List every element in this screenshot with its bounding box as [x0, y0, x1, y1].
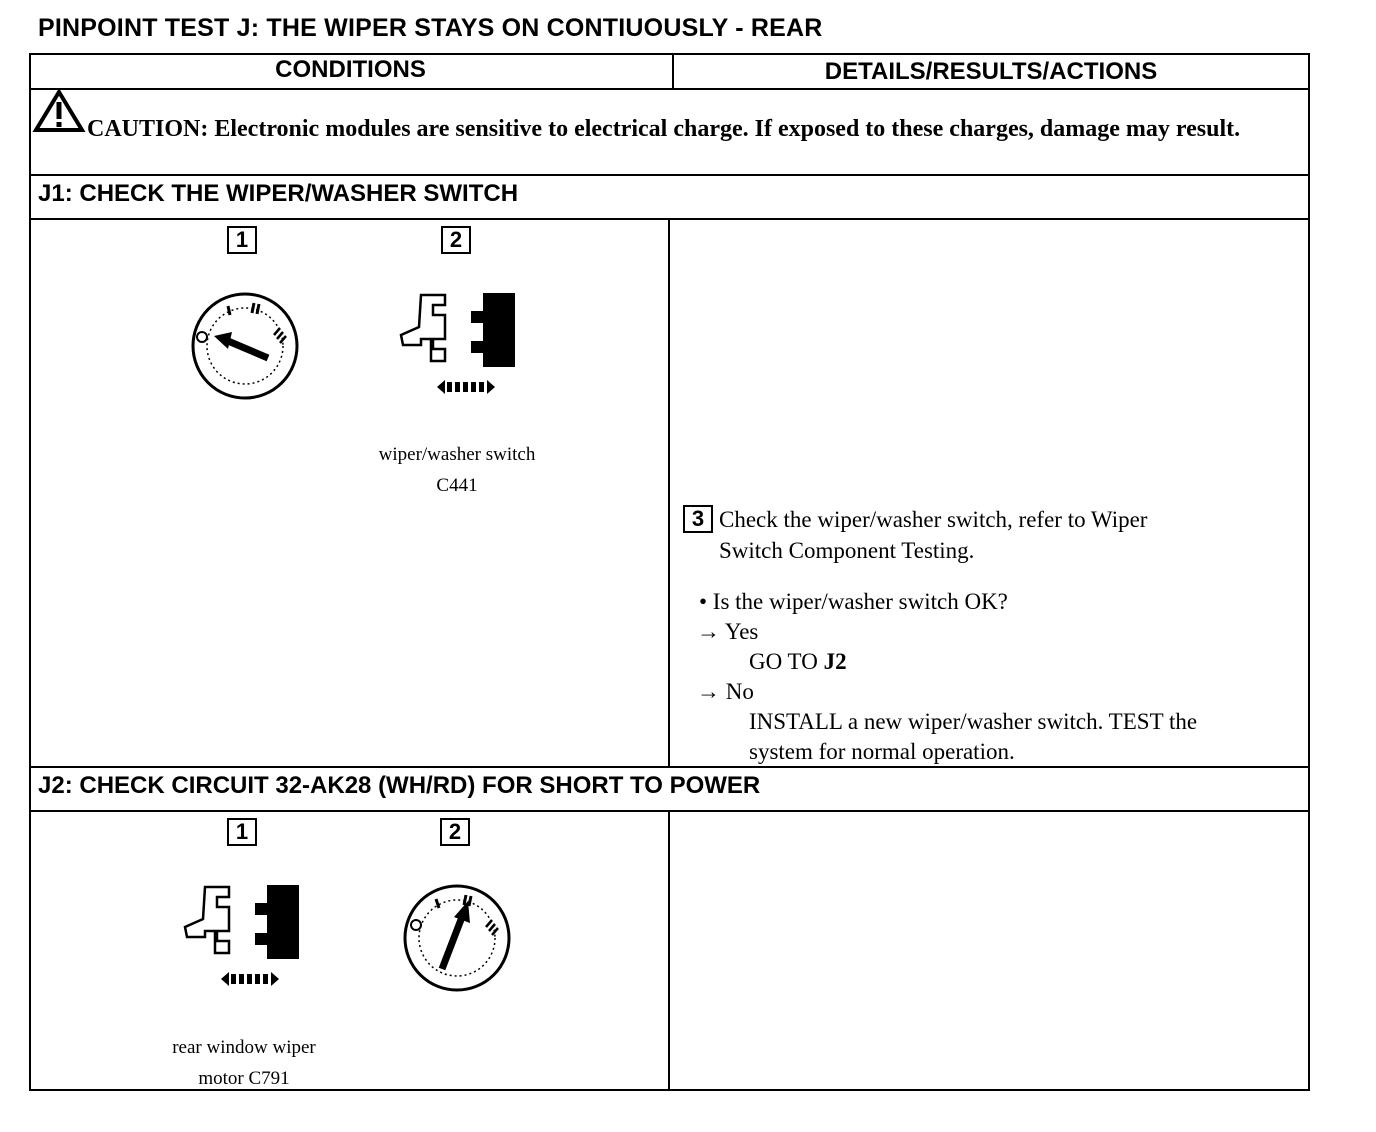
- j2-caption-line-2: motor C791: [198, 1068, 290, 1089]
- warning-triangle-icon: [33, 89, 85, 133]
- j2-section-title: J2: CHECK CIRCUIT 32-AK28 (WH/RD) FOR SHORT TO POWER: [38, 772, 761, 799]
- connector-disconnect-icon: [397, 291, 519, 403]
- ignition-switch-on-icon: [402, 883, 512, 993]
- j1-caption: [327, 439, 587, 501]
- conditions-header: CONDITIONS: [275, 56, 426, 83]
- caution-label: CAUTION:: [87, 116, 209, 142]
- j1-yes-label: → Yes: [697, 619, 759, 644]
- table-border-right: [1308, 53, 1310, 1091]
- j1-instruction-line-2: Switch Component Testing.: [719, 538, 975, 563]
- j1-caption-line-1: wiper/washer switch: [378, 444, 536, 465]
- pinpoint-test-table: [29, 53, 1310, 1091]
- caution-divider: [29, 174, 1310, 176]
- j2-caption-line-1: rear window wiper: [172, 1037, 316, 1058]
- j1-instruction-line-1: Check the wiper/washer switch, refer to Wiper: [719, 507, 1148, 532]
- j1-yes-action: [749, 647, 847, 677]
- j1-yes-action-target: J2: [823, 649, 847, 674]
- table-border-top: [29, 53, 1310, 55]
- j1-no-action-line-1: INSTALL a new wiper/washer switch. TEST the: [749, 709, 1198, 734]
- j2-caption: [129, 1032, 359, 1094]
- header-divider: [29, 88, 1310, 90]
- j1-step-1-badge: 1: [227, 226, 257, 254]
- j1-question: • Is the wiper/washer switch OK?: [699, 589, 1008, 614]
- j2-step-1-badge: 1: [227, 818, 257, 846]
- j1-step-3-badge: 3: [683, 505, 713, 533]
- table-border-left: [29, 53, 31, 1091]
- j2-step-2-badge: 2: [440, 818, 470, 846]
- caution-body: Electronic modules are sensitive to electrical charge. If exposed to these charges, damage may result.: [214, 116, 1241, 142]
- j2-column-divider: [668, 810, 670, 1091]
- j1-no-label: → No: [697, 679, 754, 704]
- j1-column-divider: [668, 218, 670, 768]
- connector-disconnect-icon: [181, 883, 303, 995]
- j1-step-2-badge: 2: [441, 226, 471, 254]
- page-title: PINPOINT TEST J: THE WIPER STAYS ON CONTIUOUSLY - REAR: [38, 14, 823, 42]
- ignition-switch-off-icon: [190, 291, 300, 401]
- j1-no-action-line-2: system for normal operation.: [749, 739, 1015, 764]
- j1-caption-line-2: C441: [436, 475, 478, 496]
- j1-yes-action-prefix: GO TO: [749, 649, 824, 674]
- j1-section-title: J1: CHECK THE WIPER/WASHER SWITCH: [38, 180, 519, 207]
- caution-text: [87, 115, 1313, 144]
- details-header: DETAILS/RESULTS/ACTIONS: [824, 58, 1158, 85]
